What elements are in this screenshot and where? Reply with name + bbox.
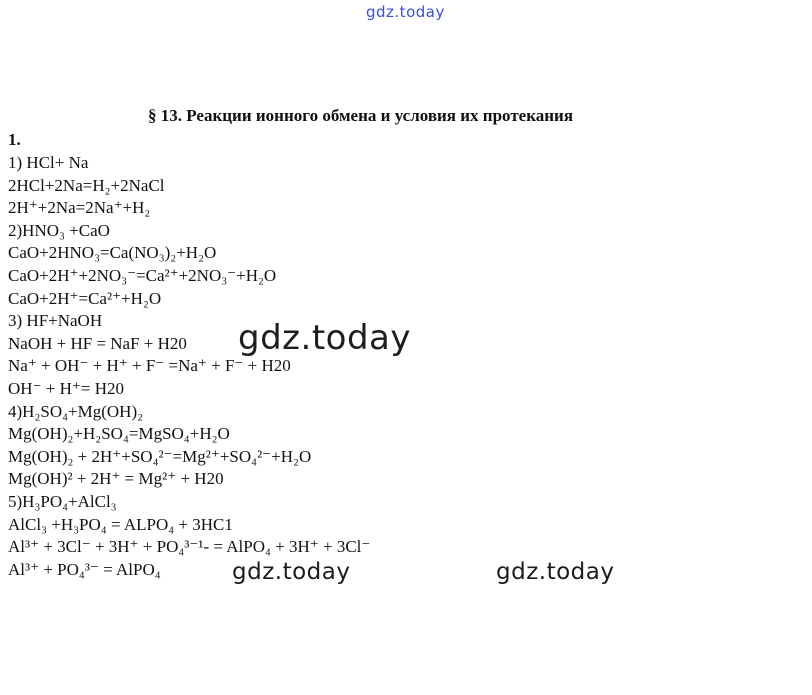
solution-line: Mg(OH)² + 2H⁺ = Mg²⁺ + H20 [8,469,224,489]
solution-line: 2)HNO₃ +CaO [8,220,110,240]
solution-line: OH⁻ + H⁺= H20 [8,378,124,398]
watermark-bottom-right: gdz.today [496,559,615,585]
solution-line: Al³⁺ + 3Cl⁻ + 3H⁺ + PO₄³⁻¹- = AlPO₄ + 3H⁺ + 3Cl⁻ [8,537,371,557]
solution-line: Al³⁺ + PO₄³⁻ = AlPO₄ [8,559,161,579]
solution-line: 5)H₃PO₄+AlCl₃ [8,491,117,511]
solution-line: 4)H₂SO₄+Mg(OH)₂ [8,401,144,421]
solution-line: Mg(OH)₂+H₂SO₄=MgSO₄+H₂O [8,424,230,444]
solution-lines [8,152,370,581]
solution-line: Na⁺ + OH⁻ + H⁺ + F⁻ =Na⁺ + F⁻ + H20 [8,356,291,376]
solution-line: AlCl₃ +H₃PO₄ = ALPO₄ + 3HC1 [8,514,233,534]
solution-line: CaO+2HNO₃=Ca(NO₃)₂+H₂O [8,243,217,263]
solution-line: 2H⁺+2Na=2Na⁺+H₂ [8,198,151,218]
task-number: 1. [8,130,21,149]
watermark-bottom-left: gdz.today [232,559,351,585]
solution-line: CaO+2H⁺+2NO₃⁻=Ca²⁺+2NO₃⁻+H₂O [8,265,277,285]
solution-line: CaO+2H⁺=Ca²⁺+H₂O [8,288,162,308]
solution-line: 3) HF+NaOH [8,311,103,331]
solution-line: 1) HCl+ Na [8,153,89,172]
solution-line: Mg(OH)₂ + 2H⁺+SO₄²⁻=Mg²⁺+SO₄²⁻+H₂O [8,446,312,466]
solution-line: 2HCl+2Na=H₂+2NaCl [8,175,165,195]
section-title: § 13. Реакции ионного обмена и условия их протекания [148,106,574,125]
solution-line: NaOH + HF = NaF + H20 [8,333,187,353]
watermark-middle: gdz.today [238,318,411,358]
watermark-top: gdz.today [366,3,445,21]
